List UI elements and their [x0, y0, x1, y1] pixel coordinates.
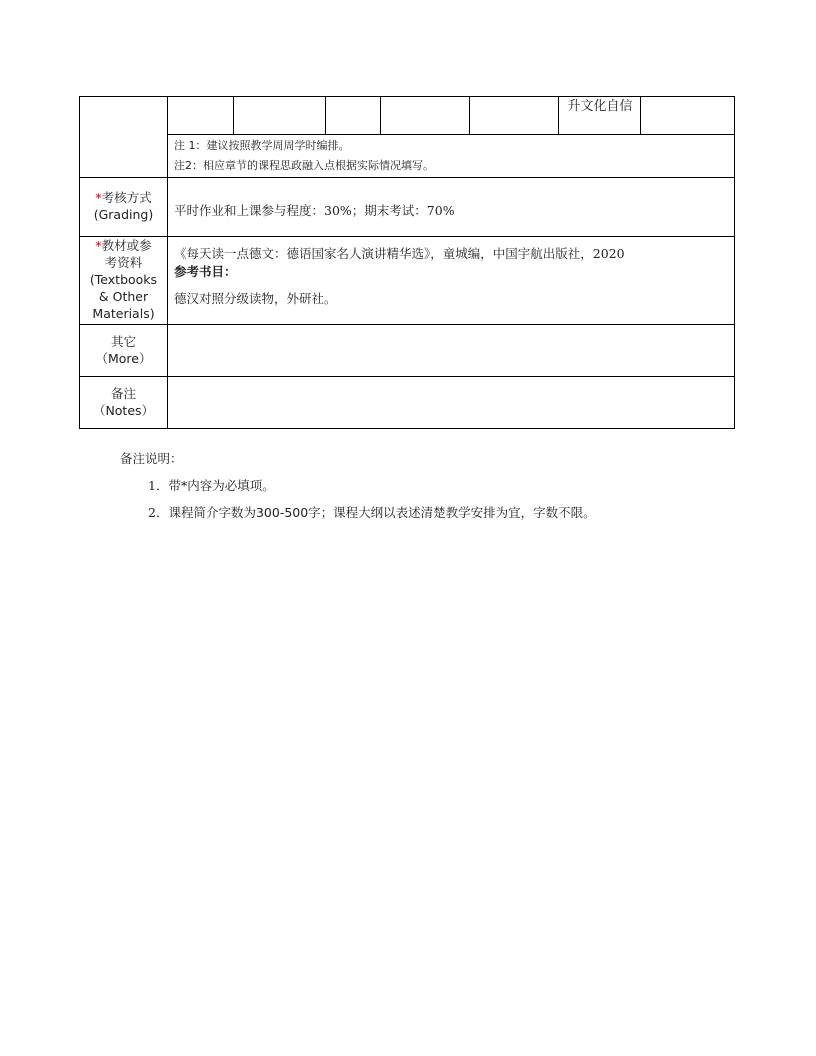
row-label-en: Materials) — [92, 306, 155, 321]
table-cell-divider — [233, 96, 234, 135]
row-label-en: (Textbooks — [89, 272, 158, 287]
table-cell-divider — [380, 96, 381, 135]
footer-item — [148, 477, 275, 494]
required-star: * — [95, 190, 102, 205]
row-label-en: & Other — [98, 289, 149, 304]
table-cell-text: 升文化自信 — [567, 99, 633, 114]
row-label-cn: 其它 — [110, 334, 136, 349]
table-divider — [79, 177, 735, 178]
table-border-top — [79, 96, 735, 97]
table-note: 注 1：建议按照教学周周学时编排。 — [174, 139, 350, 152]
table-label-column-divider — [167, 96, 168, 429]
textbook-title: 《每天读一点德文：德语国家名人演讲精华选》，童城编，中国宇航出版社，2020 — [174, 246, 625, 261]
table-divider — [79, 324, 735, 325]
reference-book: 德汉对照分级读物，外研社。 — [174, 291, 337, 306]
row-label-cn: 考核方式 — [101, 190, 152, 205]
table-divider — [167, 134, 735, 135]
row-label-cn: 考资料 — [104, 255, 143, 270]
grading-content: 平时作业和上课参与程度：30%；期末考试：70% — [174, 203, 455, 218]
required-star: * — [95, 238, 102, 253]
row-label-more — [80, 333, 167, 367]
row-label-en: (Grading) — [93, 207, 154, 222]
table-cell-divider — [640, 96, 641, 135]
row-label-cn: 备注 — [110, 386, 136, 401]
table-cell-divider — [469, 96, 470, 135]
table-divider — [79, 236, 735, 237]
table-border-right — [734, 96, 735, 429]
row-label-grading — [80, 189, 167, 223]
table-cell-divider — [325, 96, 326, 135]
row-label-en: （More） — [95, 351, 152, 366]
footer-item — [148, 504, 596, 521]
footer-item-text: 课程简介字数为300-500字；课程大纲以表述清楚教学安排为宜，字数不限。 — [168, 505, 596, 520]
footer-item-text: 带*内容为必填项。 — [168, 478, 275, 493]
table-divider — [79, 376, 735, 377]
row-label-en: （Notes） — [92, 403, 155, 418]
reference-heading: 参考书目： — [174, 264, 237, 279]
footer-title: 备注说明： — [120, 451, 183, 466]
row-label-notes — [80, 385, 167, 419]
row-label-textbooks — [80, 237, 167, 322]
table-cell-divider — [558, 96, 559, 135]
footer-item-number: 1． — [148, 478, 169, 493]
row-label-cn: 教材或参 — [101, 238, 152, 253]
table-border-bottom — [79, 428, 735, 429]
table-note: 注2：相应章节的课程思政融入点根据实际情况填写。 — [174, 159, 434, 172]
footer-item-number: 2． — [148, 505, 169, 520]
